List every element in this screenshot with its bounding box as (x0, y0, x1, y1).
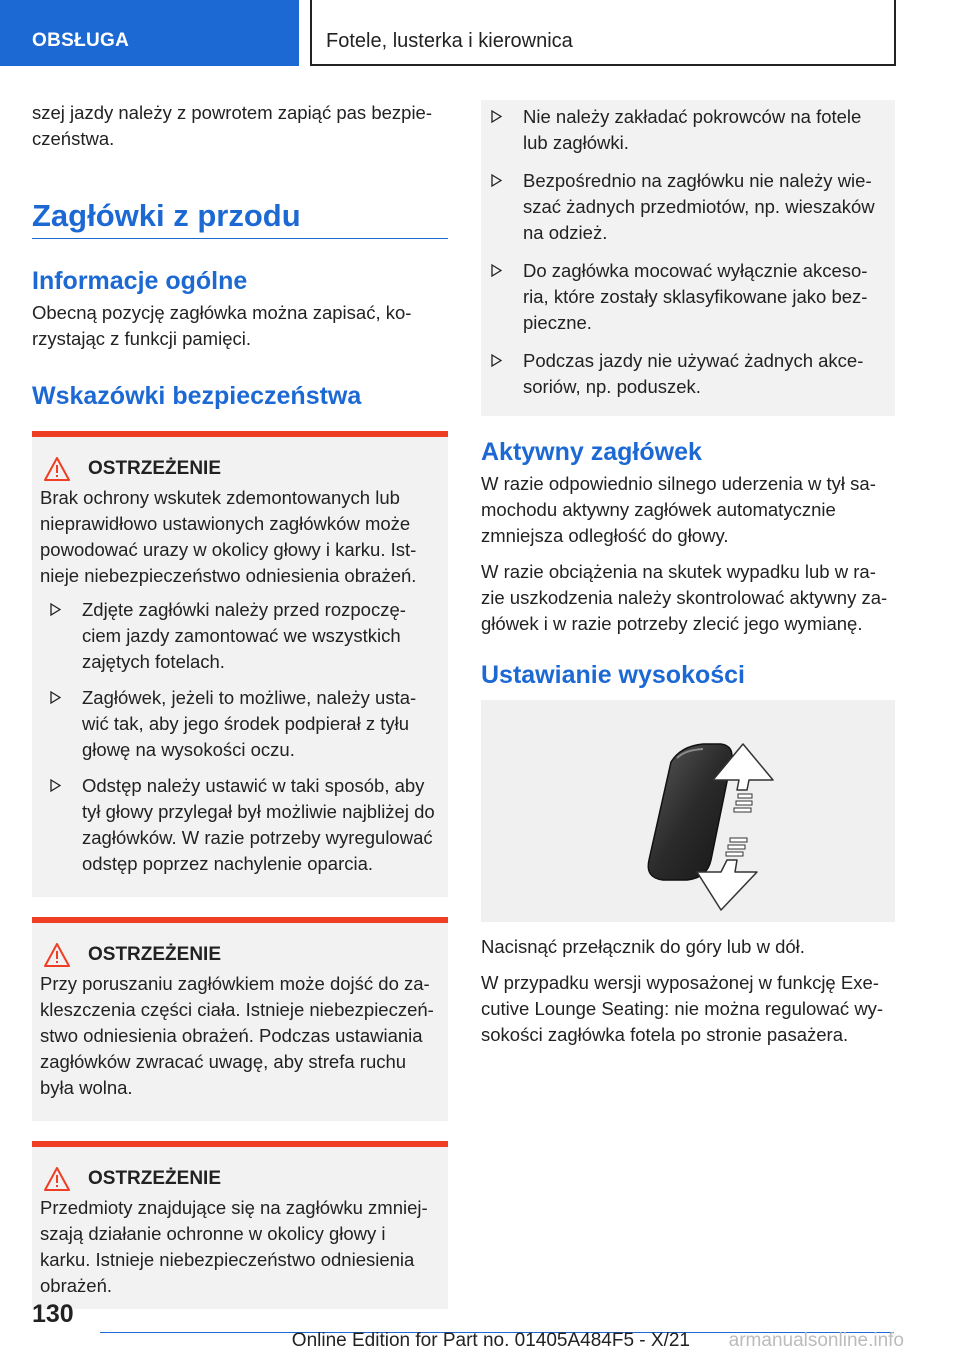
safety-heading: Wskazówki bezpieczeństwa (32, 382, 362, 410)
list-item-text: Nie należy zakładać pokrowców na fotele lub zagłówki. (523, 106, 862, 153)
warning-text: Przy poruszaniu zagłówkiem może dojść do za-kleszczenia części ciała. Istnieje niebezpieczeń-stwo odniesienia obrażeń. Podczas ustawiania zagłówków zwracać uwagę, aby strefa ruchu była wolna. (40, 973, 434, 1098)
list-item-text: Podczas jazdy nie używać żadnych akce-soriów, np. poduszek. (523, 350, 864, 397)
warning-text: Przedmioty znajdujące się na zagłówku zmniej-szają działanie ochronne w okolicy głowy i karku. Istnieje niebezpieczeństwo odniesienia obrażeń. (40, 1197, 428, 1296)
height-text-1: Nacisnąć przełącznik do góry lub w dół. (481, 936, 805, 957)
section-tab (0, 0, 299, 66)
warning-triangle-icon (44, 457, 70, 481)
warning-box-3 (32, 1141, 448, 1309)
bullet-triangle-icon (491, 264, 502, 277)
bullet-triangle-icon (50, 691, 61, 704)
list-item (481, 348, 885, 400)
left-column (32, 100, 448, 1309)
bullet-triangle-icon (491, 174, 502, 187)
intro-text: szej jazdy należy z powrotem zapiąć pas bezpie-czeństwa. (32, 102, 432, 149)
active-text-2: W razie obciążenia na skutek wypadku lub w ra-zie uszkodzenia należy skontrolować aktywny za-główek i w razie potrzeby zlecić jego wymianę. (481, 561, 888, 634)
bullet-triangle-icon (50, 603, 61, 616)
warning-label: OSTRZEŻENIE (88, 458, 222, 479)
list-item-text: Zagłówek, jeżeli to możliwe, należy usta-wić tak, aby jego środek podpierał z tyłu głowę na wysokości oczu. (82, 687, 417, 760)
active-heading: Aktywny zagłówek (481, 438, 702, 466)
height-switch-figure (481, 700, 895, 922)
list-item (481, 104, 885, 156)
general-heading: Informacje ogólne (32, 267, 248, 295)
warning-label: OSTRZEŻENIE (88, 944, 222, 965)
warning-head (40, 943, 438, 967)
right-column (481, 100, 895, 1058)
warning-head (40, 1167, 438, 1191)
height-text-2: W przypadku wersji wyposażonej w funkcję Exe-cutive Lounge Seating: nie można regulować wy-sokości zagłówka fotela po stronie pasażera. (481, 972, 884, 1045)
active-text-1: W razie odpowiednio silnego uderzenia w tył sa-mochodu aktywny zagłówek automatycznie zmniejsza odległość do głowy. (481, 473, 876, 546)
switch-button (648, 744, 732, 880)
warning-list (481, 104, 885, 400)
warning-label: OSTRZEŻENIE (88, 1168, 222, 1189)
warning-triangle-icon (44, 1167, 70, 1191)
watermark-text: armanualsonline.info (728, 1330, 904, 1351)
list-item (40, 685, 438, 763)
warning-box-2 (32, 917, 448, 1121)
bullet-triangle-icon (491, 110, 502, 123)
height-heading: Ustawianie wysokości (481, 661, 746, 689)
bullet-triangle-icon (50, 779, 61, 792)
bullet-triangle-icon (491, 354, 502, 367)
list-item-text: Zdjęte zagłówki należy przed rozpoczę-ciem jazdy zamontować we wszystkich zajętych fotelach. (82, 599, 406, 672)
warning-list (40, 597, 438, 877)
warning-head (40, 457, 438, 481)
warning-continuation-box (481, 100, 895, 416)
warning-box-1 (32, 431, 448, 897)
page-title: Zagłówki z przodu (32, 162, 448, 239)
section-label: OBSŁUGA (32, 30, 130, 51)
list-item (40, 773, 438, 877)
chapter-label: Fotele, lusterka i kierownica (326, 30, 573, 52)
list-item (481, 168, 885, 246)
list-item (481, 258, 885, 336)
list-item-text: Bezpośrednio na zagłówku nie należy wie-szać żadnych przedmiotów, np. wieszaków na odzież. (523, 170, 875, 243)
headrest-switch-illustration (481, 700, 895, 922)
warning-triangle-icon (44, 943, 70, 967)
page-header (0, 0, 960, 66)
page-number: 130 (32, 1300, 74, 1328)
list-item (40, 597, 438, 675)
edition-text: Online Edition for Part no. 01405A484F5 - X/21 (291, 1330, 690, 1351)
list-item-text: Do zagłówka mocować wyłącznie akceso-ria, które zostały sklasyfikowane jako bez-pieczne. (523, 260, 868, 333)
list-item-text: Odstęp należy ustawić w taki sposób, aby tył głowy przylegał był możliwie najbliżej do zagłówków. W razie potrzeby wyregulować odstęp poprzez nachylenie oparcia. (82, 775, 435, 874)
warning-text: Brak ochrony wskutek zdemontowanych lub nieprawidłowo ustawionych zagłówków może powodować urazy w okolicy głowy i karku. Ist-nieje niebezpieczeństwo odniesienia obrażeń. (40, 487, 417, 586)
general-text: Obecną pozycję zagłówka można zapisać, ko-rzystając z funkcji pamięci. (32, 302, 412, 349)
chapter-box (310, 0, 896, 66)
